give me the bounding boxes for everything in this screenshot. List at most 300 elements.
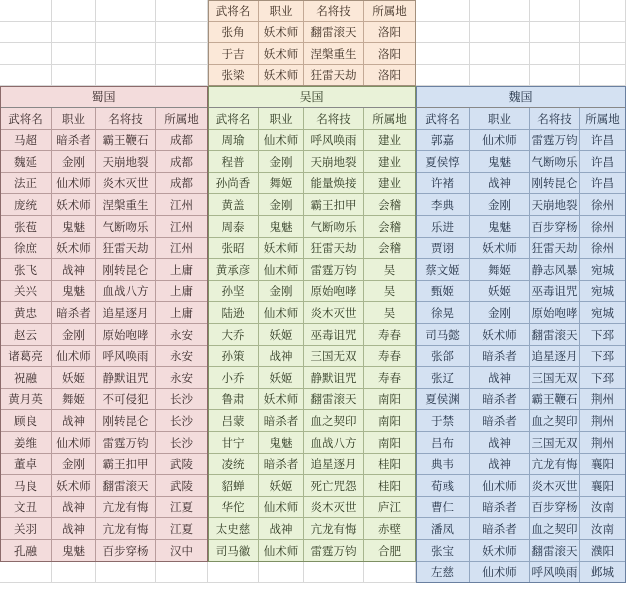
empty-cell[interactable] bbox=[530, 22, 580, 43]
shu-header-name[interactable]: 武将名 bbox=[0, 108, 52, 130]
shu-cell-place[interactable]: 江州 bbox=[156, 216, 208, 238]
wei-cell-skill[interactable]: 狂雷天劫 bbox=[530, 238, 580, 259]
wu-cell-name[interactable]: 凌统 bbox=[208, 454, 259, 475]
wu-cell-skill[interactable]: 亢龙有悔 bbox=[304, 518, 364, 540]
wu-cell-name[interactable]: 孙策 bbox=[208, 346, 259, 367]
wu-cell-name[interactable]: 程普 bbox=[208, 151, 259, 173]
wu-cell-place[interactable]: 会稽 bbox=[364, 194, 416, 216]
wei-cell-job[interactable]: 金刚 bbox=[470, 194, 530, 216]
wu-cell-place[interactable]: 南阳 bbox=[364, 410, 416, 432]
wei-cell-job[interactable]: 战神 bbox=[470, 367, 530, 389]
wu-cell-name[interactable]: 孙尚香 bbox=[208, 173, 259, 194]
wu-cell-name[interactable]: 司马徽 bbox=[208, 540, 259, 562]
wei-cell-name[interactable]: 张辽 bbox=[416, 367, 470, 389]
wu-cell-skill[interactable]: 雷霆万钧 bbox=[304, 540, 364, 562]
wu-cell-skill[interactable]: 炎木灭世 bbox=[304, 302, 364, 324]
wu-cell-place[interactable]: 吴 bbox=[364, 259, 416, 281]
empty-cell[interactable] bbox=[156, 0, 208, 22]
shu-cell-name[interactable]: 姜维 bbox=[0, 432, 52, 454]
wei-cell-name[interactable]: 潘凤 bbox=[416, 518, 470, 540]
shu-cell-name[interactable]: 庞统 bbox=[0, 194, 52, 216]
empty-cell[interactable] bbox=[470, 0, 530, 22]
wu-cell-name[interactable]: 陆逊 bbox=[208, 302, 259, 324]
shu-cell-place[interactable]: 成都 bbox=[156, 151, 208, 173]
empty-cell[interactable] bbox=[470, 65, 530, 86]
shu-cell-place[interactable]: 江夏 bbox=[156, 497, 208, 518]
wei-cell-name[interactable]: 吕布 bbox=[416, 432, 470, 454]
shu-cell-job[interactable]: 妖术师 bbox=[52, 475, 96, 497]
empty-cell[interactable] bbox=[580, 43, 626, 65]
wei-cell-skill[interactable]: 三国无双 bbox=[530, 367, 580, 389]
shu-cell-name[interactable]: 张苞 bbox=[0, 216, 52, 238]
shu-cell-place[interactable]: 汉中 bbox=[156, 540, 208, 562]
wu-cell-name[interactable]: 黄盖 bbox=[208, 194, 259, 216]
wei-cell-place[interactable]: 许昌 bbox=[580, 173, 626, 194]
shu-cell-skill[interactable]: 气断吻乐 bbox=[96, 216, 156, 238]
shu-cell-name[interactable]: 马超 bbox=[0, 130, 52, 151]
wei-cell-skill[interactable]: 炎木灭世 bbox=[530, 475, 580, 497]
wu-cell-place[interactable]: 寿春 bbox=[364, 346, 416, 367]
wei-cell-name[interactable]: 典韦 bbox=[416, 454, 470, 475]
shu-cell-job[interactable]: 仙术师 bbox=[52, 173, 96, 194]
shu-cell-skill[interactable]: 雷霆万钧 bbox=[96, 432, 156, 454]
wu-cell-job[interactable]: 暗杀者 bbox=[259, 454, 304, 475]
wei-cell-place[interactable]: 宛城 bbox=[580, 302, 626, 324]
empty-cell[interactable] bbox=[530, 0, 580, 22]
empty-cell[interactable] bbox=[470, 22, 530, 43]
shu-cell-job[interactable]: 暗杀者 bbox=[52, 302, 96, 324]
shu-header-skill[interactable]: 名将技 bbox=[96, 108, 156, 130]
empty-cell[interactable] bbox=[0, 43, 52, 65]
wei-cell-name[interactable]: 乐进 bbox=[416, 216, 470, 238]
wu-cell-place[interactable]: 桂阳 bbox=[364, 454, 416, 475]
shu-cell-job[interactable]: 战神 bbox=[52, 497, 96, 518]
wei-cell-place[interactable]: 下邳 bbox=[580, 346, 626, 367]
wei-cell-job[interactable]: 妖术师 bbox=[470, 324, 530, 346]
wei-cell-job[interactable]: 仙术师 bbox=[470, 130, 530, 151]
shu-cell-skill[interactable]: 霸王扣甲 bbox=[96, 454, 156, 475]
wu-cell-job[interactable]: 仙术师 bbox=[259, 540, 304, 562]
wei-cell-place[interactable]: 许昌 bbox=[580, 151, 626, 173]
wei-cell-name[interactable]: 司马懿 bbox=[416, 324, 470, 346]
wei-cell-place[interactable]: 荆州 bbox=[580, 389, 626, 410]
wei-cell-skill[interactable]: 天崩地裂 bbox=[530, 194, 580, 216]
wei-cell-place[interactable]: 下邳 bbox=[580, 324, 626, 346]
wu-header-skill[interactable]: 名将技 bbox=[304, 108, 364, 130]
wei-cell-skill[interactable]: 霸王鞭石 bbox=[530, 389, 580, 410]
empty-cell[interactable] bbox=[530, 65, 580, 86]
empty-cell[interactable] bbox=[96, 0, 156, 22]
wei-cell-job[interactable]: 妖术师 bbox=[470, 540, 530, 562]
wu-cell-place[interactable]: 庐江 bbox=[364, 497, 416, 518]
wei-cell-job[interactable]: 舞姬 bbox=[470, 259, 530, 281]
wu-cell-skill[interactable]: 静默诅咒 bbox=[304, 367, 364, 389]
wei-cell-name[interactable]: 许褚 bbox=[416, 173, 470, 194]
wu-cell-place[interactable]: 建业 bbox=[364, 173, 416, 194]
wei-cell-job[interactable]: 鬼魅 bbox=[470, 151, 530, 173]
wei-cell-place[interactable]: 汝南 bbox=[580, 518, 626, 540]
shu-cell-name[interactable]: 关羽 bbox=[0, 518, 52, 540]
wei-cell-name[interactable]: 蔡文姬 bbox=[416, 259, 470, 281]
wu-cell-name[interactable]: 太史慈 bbox=[208, 518, 259, 540]
wei-cell-job[interactable]: 战神 bbox=[470, 173, 530, 194]
wei-cell-name[interactable]: 李典 bbox=[416, 194, 470, 216]
wei-cell-place[interactable]: 徐州 bbox=[580, 238, 626, 259]
wu-cell-name[interactable]: 小乔 bbox=[208, 367, 259, 389]
shu-cell-name[interactable]: 黄月英 bbox=[0, 389, 52, 410]
empty-cell[interactable] bbox=[580, 65, 626, 86]
shu-cell-job[interactable]: 妖术师 bbox=[52, 238, 96, 259]
wei-cell-skill[interactable]: 百步穿杨 bbox=[530, 497, 580, 518]
shu-cell-skill[interactable]: 百步穿杨 bbox=[96, 540, 156, 562]
shu-cell-name[interactable]: 顾良 bbox=[0, 410, 52, 432]
shu-cell-skill[interactable]: 追星逐月 bbox=[96, 302, 156, 324]
wei-cell-skill[interactable]: 追星逐月 bbox=[530, 346, 580, 367]
wu-cell-name[interactable]: 孙坚 bbox=[208, 281, 259, 302]
shu-cell-skill[interactable]: 亢龙有悔 bbox=[96, 518, 156, 540]
top-cell-place[interactable]: 洛阳 bbox=[364, 43, 416, 65]
wei-cell-job[interactable]: 金刚 bbox=[470, 302, 530, 324]
wei-header-skill[interactable]: 名将技 bbox=[530, 108, 580, 130]
empty-cell[interactable] bbox=[530, 43, 580, 65]
wu-cell-skill[interactable]: 能量焕接 bbox=[304, 173, 364, 194]
top-cell-job[interactable]: 妖术师 bbox=[259, 65, 304, 86]
wu-cell-job[interactable]: 仙术师 bbox=[259, 259, 304, 281]
empty-cell[interactable] bbox=[416, 0, 470, 22]
empty-cell[interactable] bbox=[304, 562, 364, 583]
wu-cell-job[interactable]: 仙术师 bbox=[259, 497, 304, 518]
wei-cell-name[interactable]: 甄姬 bbox=[416, 281, 470, 302]
wei-cell-skill[interactable]: 血之契印 bbox=[530, 518, 580, 540]
wu-cell-place[interactable]: 会稽 bbox=[364, 238, 416, 259]
shu-cell-job[interactable]: 鬼魅 bbox=[52, 281, 96, 302]
wu-header-name[interactable]: 武将名 bbox=[208, 108, 259, 130]
shu-cell-skill[interactable]: 狂雷天劫 bbox=[96, 238, 156, 259]
shu-cell-skill[interactable]: 天崩地裂 bbox=[96, 151, 156, 173]
shu-cell-job[interactable]: 金刚 bbox=[52, 324, 96, 346]
top-header-place[interactable]: 所属地 bbox=[364, 0, 416, 22]
wu-cell-place[interactable]: 吴 bbox=[364, 281, 416, 302]
top-cell-skill[interactable]: 翻雷滚天 bbox=[304, 22, 364, 43]
top-cell-name[interactable]: 张梁 bbox=[208, 65, 259, 86]
wei-cell-name[interactable]: 徐晃 bbox=[416, 302, 470, 324]
wu-cell-place[interactable]: 建业 bbox=[364, 130, 416, 151]
wei-cell-skill[interactable]: 翻雷滚天 bbox=[530, 540, 580, 562]
shu-cell-place[interactable]: 永安 bbox=[156, 346, 208, 367]
wei-cell-name[interactable]: 夏侯惇 bbox=[416, 151, 470, 173]
wei-cell-place[interactable]: 宛城 bbox=[580, 281, 626, 302]
wu-cell-name[interactable]: 华佗 bbox=[208, 497, 259, 518]
shu-cell-job[interactable]: 鬼魅 bbox=[52, 540, 96, 562]
wu-cell-job[interactable]: 舞姬 bbox=[259, 173, 304, 194]
wei-cell-name[interactable]: 夏侯渊 bbox=[416, 389, 470, 410]
shu-cell-name[interactable]: 赵云 bbox=[0, 324, 52, 346]
shu-cell-skill[interactable]: 涅槃重生 bbox=[96, 194, 156, 216]
wu-cell-job[interactable]: 仙术师 bbox=[259, 130, 304, 151]
wu-cell-job[interactable]: 鬼魅 bbox=[259, 216, 304, 238]
empty-cell[interactable] bbox=[416, 43, 470, 65]
wei-cell-job[interactable]: 妖术师 bbox=[470, 238, 530, 259]
shu-cell-place[interactable]: 成都 bbox=[156, 173, 208, 194]
wu-cell-place[interactable]: 桂阳 bbox=[364, 475, 416, 497]
wu-cell-name[interactable]: 貂蝉 bbox=[208, 475, 259, 497]
shu-cell-place[interactable]: 成都 bbox=[156, 130, 208, 151]
wu-cell-skill[interactable]: 狂雷天劫 bbox=[304, 238, 364, 259]
wu-cell-skill[interactable]: 呼风唤雨 bbox=[304, 130, 364, 151]
shu-cell-job[interactable]: 仙术师 bbox=[52, 346, 96, 367]
shu-cell-place[interactable]: 永安 bbox=[156, 324, 208, 346]
wu-cell-skill[interactable]: 霸王扣甲 bbox=[304, 194, 364, 216]
shu-cell-place[interactable]: 武陵 bbox=[156, 475, 208, 497]
shu-cell-name[interactable]: 诸葛亮 bbox=[0, 346, 52, 367]
wu-cell-skill[interactable]: 死亡咒怨 bbox=[304, 475, 364, 497]
wu-cell-skill[interactable]: 雷霆万钧 bbox=[304, 259, 364, 281]
shu-header-place[interactable]: 所属地 bbox=[156, 108, 208, 130]
wei-cell-skill[interactable]: 亢龙有悔 bbox=[530, 454, 580, 475]
shu-cell-place[interactable]: 江州 bbox=[156, 238, 208, 259]
empty-cell[interactable] bbox=[96, 562, 156, 583]
shu-cell-name[interactable]: 徐庶 bbox=[0, 238, 52, 259]
empty-cell[interactable] bbox=[96, 22, 156, 43]
wei-cell-place[interactable]: 宛城 bbox=[580, 259, 626, 281]
empty-cell[interactable] bbox=[364, 562, 416, 583]
empty-cell[interactable] bbox=[580, 22, 626, 43]
wei-cell-name[interactable]: 曹仁 bbox=[416, 497, 470, 518]
wei-cell-name[interactable]: 张郃 bbox=[416, 346, 470, 367]
top-cell-name[interactable]: 于吉 bbox=[208, 43, 259, 65]
wu-cell-name[interactable]: 张昭 bbox=[208, 238, 259, 259]
wei-cell-name[interactable]: 贾诩 bbox=[416, 238, 470, 259]
wei-cell-place[interactable]: 汝南 bbox=[580, 497, 626, 518]
shu-cell-job[interactable]: 金刚 bbox=[52, 454, 96, 475]
shu-cell-job[interactable]: 战神 bbox=[52, 410, 96, 432]
shu-cell-place[interactable]: 长沙 bbox=[156, 432, 208, 454]
shu-cell-skill[interactable]: 原始咆哮 bbox=[96, 324, 156, 346]
wei-header-name[interactable]: 武将名 bbox=[416, 108, 470, 130]
empty-cell[interactable] bbox=[0, 562, 52, 583]
wu-cell-place[interactable]: 赤壁 bbox=[364, 518, 416, 540]
wei-cell-skill[interactable]: 百步穿杨 bbox=[530, 216, 580, 238]
wei-cell-job[interactable]: 仙术师 bbox=[470, 475, 530, 497]
shu-cell-place[interactable]: 江州 bbox=[156, 194, 208, 216]
top-cell-job[interactable]: 妖术师 bbox=[259, 43, 304, 65]
empty-cell[interactable] bbox=[0, 0, 52, 22]
shu-cell-name[interactable]: 张飞 bbox=[0, 259, 52, 281]
empty-cell[interactable] bbox=[52, 65, 96, 86]
empty-cell[interactable] bbox=[52, 22, 96, 43]
shu-cell-name[interactable]: 法正 bbox=[0, 173, 52, 194]
shu-cell-job[interactable]: 鬼魅 bbox=[52, 216, 96, 238]
wei-title[interactable]: 魏国 bbox=[416, 86, 626, 108]
shu-header-job[interactable]: 职业 bbox=[52, 108, 96, 130]
shu-cell-job[interactable]: 仙术师 bbox=[52, 432, 96, 454]
wei-cell-skill[interactable]: 原始咆哮 bbox=[530, 302, 580, 324]
shu-cell-place[interactable]: 长沙 bbox=[156, 410, 208, 432]
shu-cell-name[interactable]: 文丑 bbox=[0, 497, 52, 518]
wu-cell-skill[interactable]: 气断吻乐 bbox=[304, 216, 364, 238]
wei-cell-place[interactable]: 襄阳 bbox=[580, 454, 626, 475]
wei-cell-name[interactable]: 张宝 bbox=[416, 540, 470, 562]
wu-cell-job[interactable]: 妖姬 bbox=[259, 475, 304, 497]
shu-cell-place[interactable]: 上庸 bbox=[156, 259, 208, 281]
wei-cell-job[interactable]: 暗杀者 bbox=[470, 389, 530, 410]
empty-cell[interactable] bbox=[416, 22, 470, 43]
wu-cell-place[interactable]: 合肥 bbox=[364, 540, 416, 562]
wu-cell-skill[interactable]: 炎木灭世 bbox=[304, 497, 364, 518]
wei-cell-job[interactable]: 战神 bbox=[470, 432, 530, 454]
wei-cell-name[interactable]: 郭嘉 bbox=[416, 130, 470, 151]
top-cell-place[interactable]: 洛阳 bbox=[364, 22, 416, 43]
shu-cell-job[interactable]: 舞姬 bbox=[52, 389, 96, 410]
wei-cell-job[interactable]: 暗杀者 bbox=[470, 410, 530, 432]
empty-cell[interactable] bbox=[208, 562, 259, 583]
shu-cell-place[interactable]: 上庸 bbox=[156, 302, 208, 324]
wu-cell-job[interactable]: 暗杀者 bbox=[259, 410, 304, 432]
wei-cell-skill[interactable]: 静志风暴 bbox=[530, 259, 580, 281]
wei-cell-job[interactable]: 战神 bbox=[470, 454, 530, 475]
shu-cell-place[interactable]: 武陵 bbox=[156, 454, 208, 475]
wu-cell-job[interactable]: 金刚 bbox=[259, 151, 304, 173]
shu-cell-job[interactable]: 战神 bbox=[52, 259, 96, 281]
wu-cell-job[interactable]: 金刚 bbox=[259, 281, 304, 302]
wei-cell-place[interactable]: 襄阳 bbox=[580, 475, 626, 497]
wu-cell-place[interactable]: 南阳 bbox=[364, 389, 416, 410]
shu-cell-name[interactable]: 孔融 bbox=[0, 540, 52, 562]
wei-cell-place[interactable]: 许昌 bbox=[580, 130, 626, 151]
wu-cell-skill[interactable]: 三国无双 bbox=[304, 346, 364, 367]
shu-cell-skill[interactable]: 炎木灭世 bbox=[96, 173, 156, 194]
top-cell-job[interactable]: 妖术师 bbox=[259, 22, 304, 43]
top-header-name[interactable]: 武将名 bbox=[208, 0, 259, 22]
shu-cell-job[interactable]: 战神 bbox=[52, 518, 96, 540]
wu-cell-name[interactable]: 周泰 bbox=[208, 216, 259, 238]
wu-cell-place[interactable]: 南阳 bbox=[364, 432, 416, 454]
wei-header-place[interactable]: 所属地 bbox=[580, 108, 626, 130]
wei-cell-skill[interactable]: 翻雷滚天 bbox=[530, 324, 580, 346]
wei-cell-place[interactable]: 徐州 bbox=[580, 216, 626, 238]
shu-cell-skill[interactable]: 亢龙有悔 bbox=[96, 497, 156, 518]
shu-cell-skill[interactable]: 霸王鞭石 bbox=[96, 130, 156, 151]
wei-cell-job[interactable]: 仙术师 bbox=[470, 562, 530, 583]
shu-cell-skill[interactable]: 静默诅咒 bbox=[96, 367, 156, 389]
top-cell-skill[interactable]: 狂雷天劫 bbox=[304, 65, 364, 86]
wu-cell-name[interactable]: 黄承彦 bbox=[208, 259, 259, 281]
empty-cell[interactable] bbox=[470, 43, 530, 65]
wu-cell-place[interactable]: 会稽 bbox=[364, 216, 416, 238]
wu-cell-name[interactable]: 周瑜 bbox=[208, 130, 259, 151]
top-cell-skill[interactable]: 涅槃重生 bbox=[304, 43, 364, 65]
wu-cell-job[interactable]: 战神 bbox=[259, 346, 304, 367]
shu-cell-skill[interactable]: 刚转昆仑 bbox=[96, 259, 156, 281]
wu-header-job[interactable]: 职业 bbox=[259, 108, 304, 130]
wu-cell-skill[interactable]: 巫毒诅咒 bbox=[304, 324, 364, 346]
shu-cell-name[interactable]: 祝融 bbox=[0, 367, 52, 389]
wei-cell-skill[interactable]: 气断吻乐 bbox=[530, 151, 580, 173]
wu-cell-skill[interactable]: 血之契印 bbox=[304, 410, 364, 432]
wu-cell-place[interactable]: 吴 bbox=[364, 302, 416, 324]
top-header-skill[interactable]: 名将技 bbox=[304, 0, 364, 22]
wu-cell-job[interactable]: 妖姬 bbox=[259, 367, 304, 389]
shu-cell-name[interactable]: 魏延 bbox=[0, 151, 52, 173]
wu-cell-job[interactable]: 妖术师 bbox=[259, 389, 304, 410]
wu-cell-skill[interactable]: 血战八方 bbox=[304, 432, 364, 454]
wei-cell-skill[interactable]: 血之契印 bbox=[530, 410, 580, 432]
shu-title[interactable]: 蜀国 bbox=[0, 86, 208, 108]
empty-cell[interactable] bbox=[52, 562, 96, 583]
wei-cell-job[interactable]: 暗杀者 bbox=[470, 346, 530, 367]
shu-cell-place[interactable]: 上庸 bbox=[156, 281, 208, 302]
shu-cell-skill[interactable]: 翻雷滚天 bbox=[96, 475, 156, 497]
wu-cell-name[interactable]: 大乔 bbox=[208, 324, 259, 346]
wei-cell-place[interactable]: 荆州 bbox=[580, 410, 626, 432]
wu-cell-name[interactable]: 吕蒙 bbox=[208, 410, 259, 432]
wu-cell-name[interactable]: 甘宁 bbox=[208, 432, 259, 454]
shu-cell-place[interactable]: 永安 bbox=[156, 367, 208, 389]
empty-cell[interactable] bbox=[52, 43, 96, 65]
wei-cell-name[interactable]: 于禁 bbox=[416, 410, 470, 432]
wu-title[interactable]: 吴国 bbox=[208, 86, 416, 108]
wu-cell-skill[interactable]: 翻雷滚天 bbox=[304, 389, 364, 410]
wei-cell-job[interactable]: 妖姬 bbox=[470, 281, 530, 302]
wei-cell-place[interactable]: 邺城 bbox=[580, 562, 626, 583]
shu-cell-job[interactable]: 金刚 bbox=[52, 151, 96, 173]
wei-cell-name[interactable]: 左慈 bbox=[416, 562, 470, 583]
shu-cell-skill[interactable]: 不可侵犯 bbox=[96, 389, 156, 410]
wei-cell-place[interactable]: 徐州 bbox=[580, 194, 626, 216]
wu-cell-place[interactable]: 建业 bbox=[364, 151, 416, 173]
top-cell-place[interactable]: 洛阳 bbox=[364, 65, 416, 86]
wu-cell-place[interactable]: 寿春 bbox=[364, 367, 416, 389]
top-header-job[interactable]: 职业 bbox=[259, 0, 304, 22]
wei-header-job[interactable]: 职业 bbox=[470, 108, 530, 130]
empty-cell[interactable] bbox=[52, 0, 96, 22]
empty-cell[interactable] bbox=[0, 22, 52, 43]
wu-header-place[interactable]: 所属地 bbox=[364, 108, 416, 130]
wei-cell-skill[interactable]: 刚转昆仑 bbox=[530, 173, 580, 194]
empty-cell[interactable] bbox=[96, 65, 156, 86]
wei-cell-name[interactable]: 荀彧 bbox=[416, 475, 470, 497]
wu-cell-job[interactable]: 金刚 bbox=[259, 194, 304, 216]
shu-cell-skill[interactable]: 刚转昆仑 bbox=[96, 410, 156, 432]
wu-cell-job[interactable]: 战神 bbox=[259, 518, 304, 540]
shu-cell-job[interactable]: 妖姬 bbox=[52, 367, 96, 389]
wei-cell-job[interactable]: 暗杀者 bbox=[470, 497, 530, 518]
shu-cell-name[interactable]: 关兴 bbox=[0, 281, 52, 302]
shu-cell-job[interactable]: 妖术师 bbox=[52, 194, 96, 216]
wu-cell-job[interactable]: 仙术师 bbox=[259, 302, 304, 324]
empty-cell[interactable] bbox=[96, 43, 156, 65]
wei-cell-skill[interactable]: 呼风唤雨 bbox=[530, 562, 580, 583]
wu-cell-job[interactable]: 妖术师 bbox=[259, 238, 304, 259]
shu-cell-skill[interactable]: 呼风唤雨 bbox=[96, 346, 156, 367]
wei-cell-job[interactable]: 暗杀者 bbox=[470, 518, 530, 540]
shu-cell-skill[interactable]: 血战八方 bbox=[96, 281, 156, 302]
wei-cell-place[interactable]: 荆州 bbox=[580, 432, 626, 454]
empty-cell[interactable] bbox=[156, 22, 208, 43]
empty-cell[interactable] bbox=[156, 43, 208, 65]
empty-cell[interactable] bbox=[259, 562, 304, 583]
shu-cell-place[interactable]: 长沙 bbox=[156, 389, 208, 410]
empty-cell[interactable] bbox=[416, 65, 470, 86]
shu-cell-name[interactable]: 黄忠 bbox=[0, 302, 52, 324]
wei-cell-place[interactable]: 下邳 bbox=[580, 367, 626, 389]
wu-cell-name[interactable]: 鲁肃 bbox=[208, 389, 259, 410]
shu-cell-name[interactable]: 董卓 bbox=[0, 454, 52, 475]
wu-cell-skill[interactable]: 追星逐月 bbox=[304, 454, 364, 475]
shu-cell-job[interactable]: 暗杀者 bbox=[52, 130, 96, 151]
wei-cell-skill[interactable]: 巫毒诅咒 bbox=[530, 281, 580, 302]
empty-cell[interactable] bbox=[0, 65, 52, 86]
